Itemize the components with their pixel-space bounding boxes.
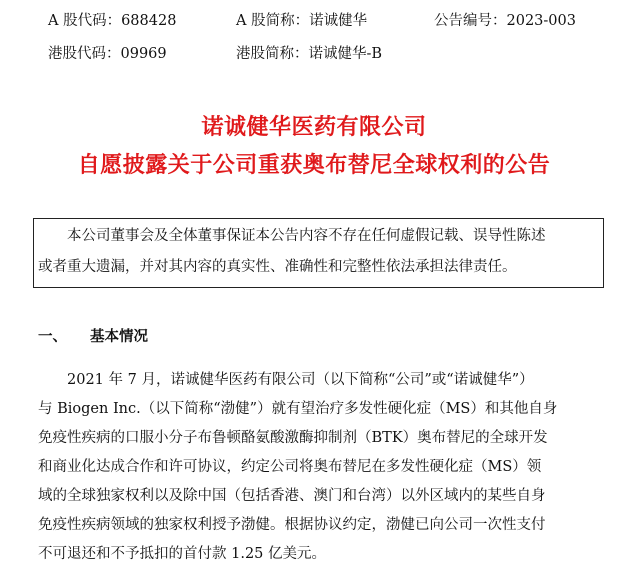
paragraph-line: 免疫性疾病领域的独家权利授予渤健。根据协议约定，渤健已向公司一次性支付: [38, 517, 546, 533]
a-share-code: A 股代码：688428: [48, 13, 177, 29]
announcement-title: 自愿披露关于公司重获奥布替尼全球权利的公告: [77, 153, 551, 178]
section-title: 基本情况: [90, 329, 148, 345]
header-row-a-share: [0, 10, 628, 32]
company-name-title: 诺诚健华医药有限公司: [201, 115, 427, 140]
a-share-abbreviation: A 股简称：诺诚健华: [236, 13, 368, 29]
section-number: 一、: [38, 329, 67, 345]
hk-share-code: 港股代码：09969: [48, 46, 167, 62]
header-row-hk-share: [0, 43, 628, 65]
paragraph-line: 域的全球独家权利以及除中国（包括香港、澳门和台湾）以外区域内的某些自身: [38, 488, 546, 504]
paragraph-line: 2021 年 7 月，诺诚健华医药有限公司（以下简称“公司”或“诺诚健华”）: [67, 372, 534, 388]
notice-line-1: 本公司董事会及全体董事保证本公告内容不存在任何虚假记载、误导性陈述: [67, 228, 546, 244]
announcement-number: 公告编号：2023-003: [434, 13, 576, 29]
notice-line-2: 或者重大遗漏，并对其内容的真实性、准确性和完整性依法承担法律责任。: [38, 259, 517, 275]
hk-share-abbreviation: 港股简称：诺诚健华-B: [236, 46, 383, 62]
paragraph-line: 与 Biogen Inc.（以下简称“渤健”）就有望治疗多发性硬化症（MS）和其他自身: [38, 401, 558, 417]
paragraph-line: 不可退还和不予抵扣的首付款 1.25 亿美元。: [38, 546, 327, 562]
paragraph-line: 和商业化达成合作和许可协议，约定公司将奥布替尼在多发性硬化症（MS）领: [38, 459, 542, 475]
paragraph-line: 免疫性疾病的口服小分子布鲁顿酪氨酸激酶抑制剂（BTK）奥布替尼的全球开发: [38, 430, 548, 446]
